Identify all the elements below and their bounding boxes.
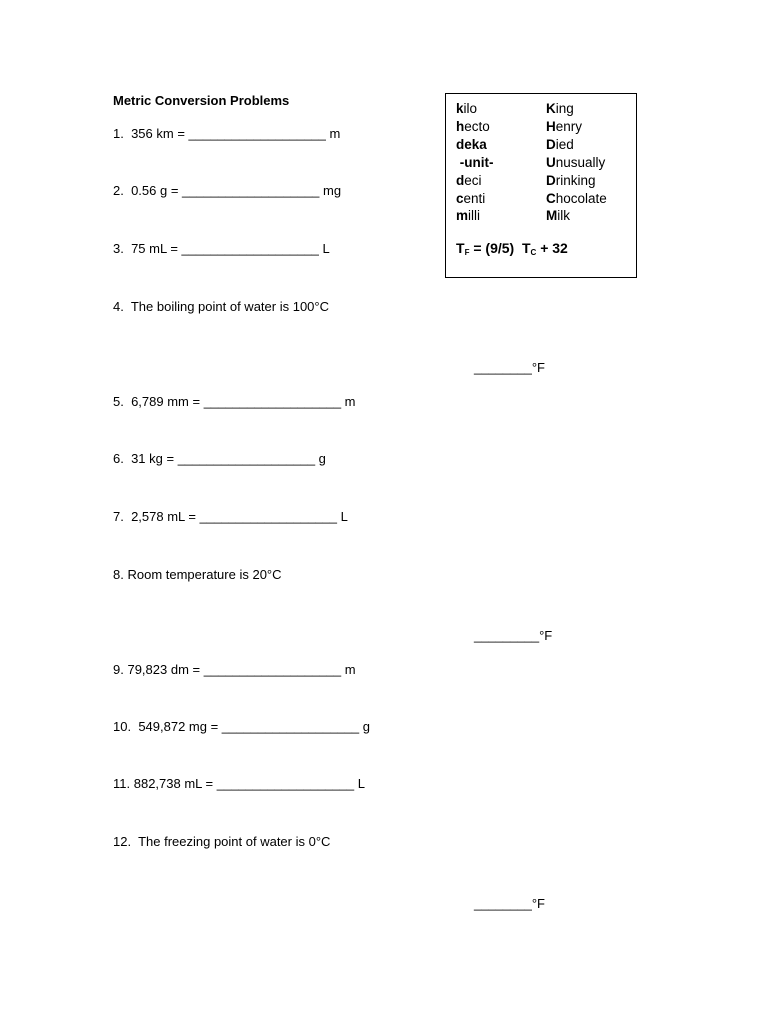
word-initial: U	[546, 154, 556, 170]
prefix-rest: illi	[468, 208, 481, 224]
prefix-mnemonic-box	[445, 93, 637, 278]
word-rest: hocolate	[555, 190, 607, 206]
problem-text: 0.56 g = ___________________ mg	[131, 183, 342, 198]
problem-5	[113, 394, 356, 410]
prefix-initial: h	[456, 118, 465, 134]
problem-number: 4.	[113, 299, 124, 314]
temperature-formula	[456, 240, 568, 257]
formula-part: T	[456, 240, 465, 256]
word-initial: K	[546, 101, 556, 116]
problem-number: 3.	[113, 241, 124, 256]
mnemonic-word	[546, 100, 607, 118]
problem-6	[113, 451, 326, 467]
problem-text: 6,789 mm = ___________________ m	[131, 394, 356, 409]
problem-1	[113, 126, 340, 142]
problem-number: 2.	[113, 183, 124, 198]
prefix-rest: -unit-	[456, 154, 494, 170]
problem-number: 8.	[113, 567, 124, 582]
problem-2	[113, 183, 341, 199]
word-rest: ied	[555, 136, 574, 152]
problem-3	[113, 241, 330, 257]
problem-text: The boiling point of water is 100°C	[130, 299, 329, 314]
mnemonic-word	[546, 118, 607, 136]
fahrenheit-answer-blank: ________°F	[474, 360, 545, 375]
prefix-rest: ilo	[463, 101, 478, 116]
prefix-column	[456, 100, 493, 225]
problem-8	[113, 567, 282, 583]
word-initial: C	[546, 190, 556, 206]
word-rest: enry	[555, 118, 583, 134]
word-initial: D	[546, 136, 556, 152]
fahrenheit-answer-blank: ________°F	[474, 896, 545, 911]
formula-part: = (9/5) T	[469, 240, 531, 256]
mnemonic-word	[546, 136, 607, 154]
prefix-rest: enti	[463, 190, 486, 206]
problem-number: 1.	[113, 126, 124, 141]
prefix-rest: eka	[464, 136, 487, 152]
problem-9	[113, 662, 356, 678]
prefix-deka	[456, 136, 493, 154]
problem-number: 10.	[113, 719, 132, 734]
problem-number: 7.	[113, 509, 124, 524]
prefix-hecto	[456, 118, 493, 136]
word-initial: D	[546, 172, 556, 188]
word-rest: nusually	[555, 154, 606, 170]
prefix-initial: d	[456, 172, 465, 188]
prefix-initial: k	[456, 101, 464, 116]
word-rest: ing	[555, 101, 574, 116]
problem-number: 9.	[113, 662, 124, 677]
problem-number: 11.	[113, 776, 131, 791]
problem-12	[113, 834, 330, 850]
mnemonic-word	[546, 207, 607, 225]
problem-number: 5.	[113, 394, 124, 409]
problem-10	[113, 719, 370, 735]
problem-text: 75 mL = ___________________ L	[131, 241, 330, 256]
formula-subscript: F	[464, 248, 470, 257]
problem-text: 31 kg = ___________________ g	[131, 451, 326, 466]
prefix-rest: ecto	[464, 118, 490, 134]
mnemonic-word	[546, 190, 607, 208]
formula-subscript: C	[530, 248, 537, 257]
problem-text: 2,578 mL = ___________________ L	[131, 509, 348, 524]
mnemonic-word	[546, 154, 607, 172]
prefix-milli	[456, 207, 493, 225]
mnemonic-word	[546, 172, 607, 190]
problem-text: 79,823 dm = ___________________ m	[127, 662, 356, 677]
problem-text: 882,738 mL = ___________________ L	[133, 776, 365, 791]
word-rest: ilk	[557, 208, 570, 224]
word-initial: H	[546, 118, 556, 134]
formula-part: + 32	[536, 240, 568, 256]
prefix-rest: eci	[464, 172, 482, 188]
prefix-initial: m	[456, 208, 469, 224]
prefix-centi	[456, 190, 493, 208]
problem-11	[113, 776, 365, 792]
word-initial: M	[546, 208, 558, 224]
problem-7	[113, 509, 348, 525]
fahrenheit-answer-blank: _________°F	[474, 628, 553, 643]
problem-number: 12.	[113, 834, 132, 849]
prefix-kilo	[456, 100, 493, 118]
worksheet-title: Metric Conversion Problems	[113, 93, 290, 108]
prefix-initial: c	[456, 190, 464, 206]
problem-text: 356 km = ___________________ m	[131, 126, 341, 141]
problem-4	[113, 299, 329, 315]
problem-text: 549,872 mg = ___________________ g	[138, 719, 371, 734]
problem-number: 6.	[113, 451, 124, 466]
prefix-deci	[456, 172, 493, 190]
mnemonic-word-column	[546, 100, 607, 225]
word-rest: rinking	[555, 172, 596, 188]
problem-text: Room temperature is 20°C	[127, 567, 282, 582]
prefix-unit	[456, 154, 493, 172]
problem-text: The freezing point of water is 0°C	[138, 834, 331, 849]
prefix-initial: d	[456, 136, 465, 152]
